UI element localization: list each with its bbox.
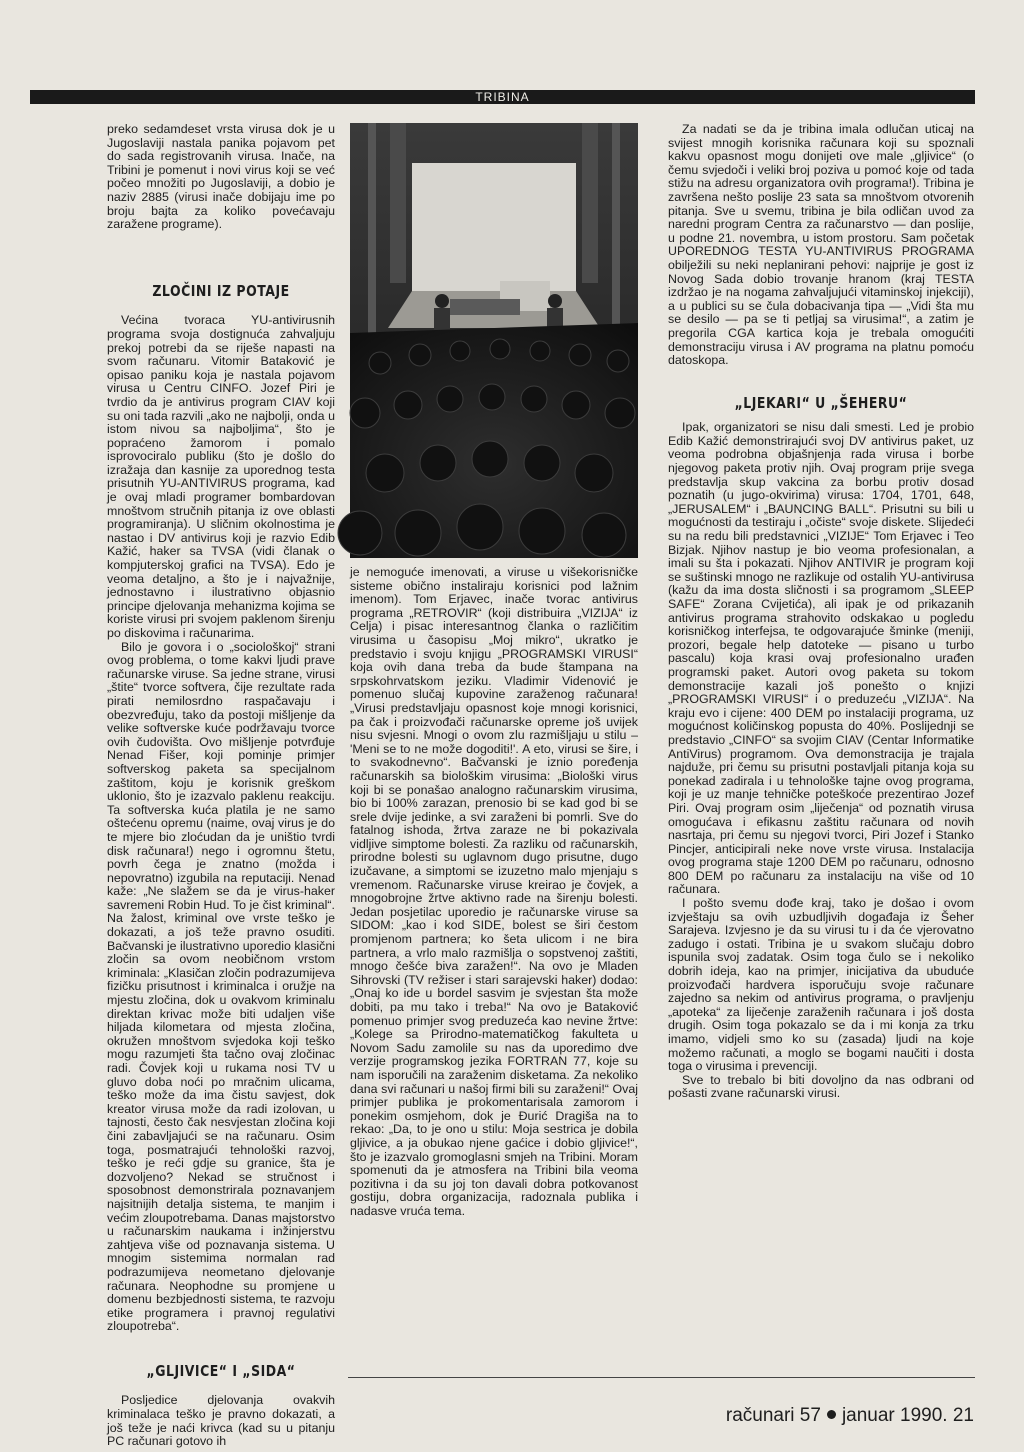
column-left <box>107 122 335 1449</box>
paragraph: Ipak, organizatori se nisu dali smesti. Led je probio Edib Kažić demonstrirajući svoj DV antivirus paket, uz veoma podrobna objašnjenja rada virusa i borbe njegovog paketa protiv njih. Ovaj program prije svega predstavlja skup vakcina za borbu protiv dosad poznatih (u jugo-okvirima) virusa: 1704, 1701, 648, „JERUSALEM“ i „BAUNCING BALL“. Prisutni su bili u mogućnosti da testiraju i „očiste“ svoje diskete. Slijedeći su na redu bili predstavnici „VIZIJE“ Tom Erjavec i Teo Bizjak. Njihov nastup je bio veoma profesionalan, a imali su šta i pokazati. Njihov ANTIVIR je program koji se suštinski mnogo ne razlikuje od ostalih YU-antivirusa (kažu da ima dosta sličnosti i sa programom „SLEEP SAFE“ Zorana Cvijetića), ali ipak je od prikazanih antivirus programa strahovito odskakao u pogledu korisničkog interfejsa, te odgovarajuće šminke (meniji, prozori, begale help datoteke — pisano u turbo pascalu) koja krasi ovaj profesionalno urađen programski paket. Autori ovog paketa su tokom demonstracije kazali još ponešto o knjizi „PROGRAMSKI VIRUSI“ i o preduzeću „VIZIJA“. Na kraju evo i cijene: 400 DEM po instalaciji programa, uz mogućnost količinskog popusta do 40%. Poslijednji se predstavio „CINFO“ sa svojim CIAV (Centar Informatike AntiVirus) programom. Ova demonstracija je trajala najduže, pri čemu su prisutni postavljali pitanja koja su ponekad zadirala i u tehnološke tajne ovog programa, koji je uz manje tehničke poteškoće prezentirao Jozef Piri. Ovaj program osim „liječenja“ od poznatih virusa omogućava i efikasnu zaštitu računara od novih nasrtaja, pri čemu su njegovi tvorci, Piri Jozef i Stanko Pincjer, anticipirali neke nove vrste virusa. Instalacija ovog programa staje 1200 DEM po računaru, odnosno 800 DEM po računaru za instalaciju na više od 10 računara. <box>668 420 974 897</box>
page-footer <box>620 1404 974 1428</box>
bullet-dot-icon <box>827 1410 836 1419</box>
audience-photo <box>350 123 638 558</box>
issue-date-page: januar 1990. 21 <box>841 1405 974 1426</box>
paragraph: Za nadati se da je tribina imala odlučan uticaj na svijest mnogih korisnika računara koji su spoznali kakvu opasnost mogu donijeti ove male „gljivice“ (o čemu svjedoči i veliki broj poziva u pomoć koje od tada stižu na adresu organizatora ovih programa!). Tribina je završena nešto poslije 23 sata sa mnoštvom otvorenih pitanja. Sve u svemu, tribina je bila odličan uvod za naredni program Centra za računarstvo — dan poslije, u podne 21. novembra, u istom prostoru. Sam početak UPOREDNOG TESTA YU-ANTIVIRUS PROGRAMA obilježili su neki neplanirani pehovi: najprije je gost iz Novog Sada dobio trovanje hranom (kraj TESTA izdržao je na nogama zahvaljujući vitaminskoj injekciji), a u publici su se čula dobacivanja tipa — „Vidi šta mu se desilo — pa se ti petljaj sa virusima!“, a zatim je pregorila CGA kartica koja je trebala omogućiti demonstraciju virusa i AV programa na platnu pomoću datoskopa. <box>668 122 974 368</box>
subheading-ljekari: „LJEKARI“ U „ŠEHERU“ <box>734 393 908 412</box>
paragraph: preko sedamdeset vrsta virusa dok je u Jugoslaviji nastala panika pojavom pet do sada registrovanih virusa. Inače, na Tribini je pomenut i novi virus koji se već počeo množiti po Jugoslaviji, a dobio je naziv 2885 (virusi inače dobijaju ime po broju bajta za koliko povećavaju zaražene programe). <box>107 122 335 232</box>
footer-rule <box>348 1377 975 1378</box>
paragraph: Sve to trebalo bi biti dovoljno da nas odbrani od pošasti zvane računarski virusi. <box>668 1072 974 1101</box>
paragraph: I pošto svemu dođe kraj, tako je došao i ovom izvještaju sa ovih uzbudljivih događaja iz Šeher Sarajeva. Izvjesno je da su virusi tu i da će vjerovatno zadugo i ostati. Tribina je u svakom slučaju dobro ispunila svoj zadatak. Osim toga čulo se i nekoliko dobrih ideja, kao na primjer, inicijativa da ubuduće proizvođači hardvera isporučuju svoje računare zajedno sa nekim od antivirus programa, o pravljenju „apoteka“ za liječenje zaraženih računara i još dosta drugih. Osim toga pokazalo se da i mi konja za trku imamo, vidjeli smo ko su (zasada) ljudi na koje možemo računati, a moglo se bogami naučiti i dosta toga o virusima i prevenciji. <box>668 896 974 1074</box>
column-middle <box>350 566 638 1366</box>
paragraph: je nemoguće imenovati, a viruse u višekorisničke sisteme obično instaliraju korisnici pod lažnim imenom). Tom Erjavec, inače tvorac antivirus programa „RETROVIR“ (koji distribuira „VIZIJA“ iz Celja) i pisac interesantnog članka o različitim virusima u časopisu „Moj mikro“, ukratko je predstavio i svoju knjigu „PROGRAMSKI VIRUSI“ koja ovih dana treba da bude štampana na srpskohrvatskom jeziku. Vladimir Videnović je pomenuo slučaj kupovine zaraženog računara! „Virusi predstavljaju opasnost koje mnogi korisnici, pa čak i proizvođači računarske opreme još uvijek nisu svjesni. Mnogi o ovom zlu razmišljaju u stilu – 'Meni se to ne može dogoditi!'. A eto, virusi se šire, i to svakodnevno“. Bačvanski je iznio poređenja računarskih sa biološkim virusima: „Biološki virus koji bi se ponašao analogno računarskim virusima, bio bi 100% zarazan, prenosio bi se kad god bi se srele dvije jedinke, a svi zaraženi bi pomrli. Sve do fatalnog ishoda, žrtva zaraze ne bi pokazivala vidljive simptome bolesti. Za razliku od računarskih, prirodne bolesti su uglavnom dugo prisutne, dugo izučavane, a simptomi se izuzetno malo mjenjaju s vremenom. Računarske viruse kreirao je čovjek, a mnogobrojne žrtve aktivno rade na širenju bolesti. Jedan posjetilac uporedio je računarske viruse sa SIDOM: „kao i kod SIDE, bolest se širi čestom promjenom partnera; ko šeta ulicom i ne bira partnera, a vrlo malo razmišlja o sopstvenoj zaštiti, mnogo češće biva zaražen!“. Na ovo je Mladen Sihrovski (TV režiser i stari sarajevski haker) dodao: „Onaj ko ide u bordel sasvim je svjestan šta može dobiti, pa mu tako i treba!“ Na ovo je Bataković pomenuo primjer svog preduzeća kao nevine žrtve: „Kolege sa Prirodno-matematičkog fakulteta u Novom Sadu zamolile su nas da uporedimo dve verzije programskog jezika FORTRAN 77, koje su nam isporučili na zaraženim disketama. Za nekoliko dana svi računari u našoj firmi bili su zaraženi!“ Ovaj primjer publika je prokomentarisala zamorom i ponekim osmjehom, dok je Đurić Dragiša na to rekao: „Da, to je ono u stilu: Moja sestrica je dobila gljivice, a ja obukao njene gaćice i dobio gljivice!“, što je izazvalo gromoglasni smjeh na Tribini. Moram spomenuti da je atmosfera na Tribini bila veoma pozitivna i da su joj ton davali dobra potkovanost gostiju, dobra organizacija, radoznala publika i nadasve vruća tema. <box>350 565 638 1218</box>
subheading-gljivice: „GLJIVICE“ I „SIDA“ <box>146 1361 296 1380</box>
section-title: TRIBINA <box>475 90 530 104</box>
subheading-zlocini: ZLOČINI IZ POTAJE <box>152 281 290 300</box>
paragraph: Posljedice djelovanja ovakvih kriminalaca teško je pravno dokazati, a još teže je naći krivca (kad su u pitanju PC računari gotovo ih <box>107 1393 335 1449</box>
section-header-bar <box>30 90 975 104</box>
paragraph: Većina tvoraca YU-antivirusnih programa svoja dostignuća zahvaljuju prekoj potrebi da se riješe napasti na svom računaru. Vitomir Bataković je opisao paniku koja je nastala pojavom virusa u Centru CINFO. Jozef Piri je tvrdio da je antivirus program CIAV koji su oni tada razvili „ako ne najbolji, onda u istom nivou sa najboljima“, što je popraćeno žamorom i pomalo isprovociralo publiku (što je došlo do izražaja dan kasnije za uporednog testa prisutnih YU-ANTIVIRUS programa, kad je ovaj mladi programer bombardovan mnoštvom stručnih pitanja iz ove oblasti programiranja). U sličnim okolnostima je nastao i DV antivirus koji je razvio Edib Kažić, haker sa TVSA (vidi članak o kompjuterskoj grafici na TVSA). Edo je veoma detaljno, a što je i najvažnije, jednostavno i ilustrativno objasnio principe djelovanja mehanizma kojima se koriste virusi pri svojem paklenom širenju po diskovima i računarima. <box>107 313 335 640</box>
magazine-issue: računari 57 <box>725 1405 821 1426</box>
paragraph: Bilo je govora i o „sociološkoj“ strani ovog problema, o tome kakvi ljudi prave računarske viruse. Sa jedne strane, virusi „štite“ tvorce softvera, čije rezultate rada pirati nemilosrdno raspačavaju i obezvređuju, tako da postoji mišljenje da velike softverske kuće podržavaju tvorce ovih čudovišta. Ovo mišljenje potvrđuje Nenad Fišer, koji pominje primjer softverskog paketa sa specijalnom zaštitom, koju je korisnik greškom uklonio, što je izazvalo paklenu reakciju. Ta softverska kuća platila je ne samo oštećenu opremu (naime, ovaj virus je do te mjere bio zloćudan da je uništio tvrdi disk računara!) nego i ogromnu štetu, povrh čega je znatno (možda i nepovratno) izgubila na reputaciji. Nenad kaže: „Ne slažem se da je virus-haker savremeni Robin Hud. To je čist kriminal“. Na žalost, kriminal ove vrste teško je dokazati, a još teže pravno osuditi. Bačvanski je ilustrativno uporedio klasični zločin sa ovom neobičnom vrstom kriminala: „Klasičan zločin podrazumijeva fizičku prisutnost i kriminalca i oružje na mjestu zločina, dok u ovakvom kriminalu direktan krivac može biti udaljen više hiljada kilometara od mjesta zločina, okružen mnoštvom svjedoka koji teško mogu razumjeti šta tačno ovaj zločinac radi. Čovjek koji u rukama nosi TV u gluvo doba noći po mračnim ulicama, teško može da ima čistu savjest, dok kreator virusa može da radi izolovan, u tajnosti, često čak nesvjestan zločina koji čini zabavljajući se na računaru. Osim toga, posmatrajući tehnološki razvoj, teško je reći gdje su granice, šta je dozvoljeno? Nekad se stručnost i sposobnost demonstrirala poznavanjem najsitnijih detalja sistema, te manjim i većim zloupotrebama. Danas majstorstvo u računarskim naukama i inžinjerstvu zahtjeva više od poznavanja sistema. U mnogim sistemima normalan rad podrazumijeva neometano djelovanje računara. Neophodne su promjene u domenu bezbjednosti sistema, te razvoju etike programera i pravnoj regulativi zloupotreba“. <box>107 639 335 1334</box>
column-right <box>668 123 974 1403</box>
